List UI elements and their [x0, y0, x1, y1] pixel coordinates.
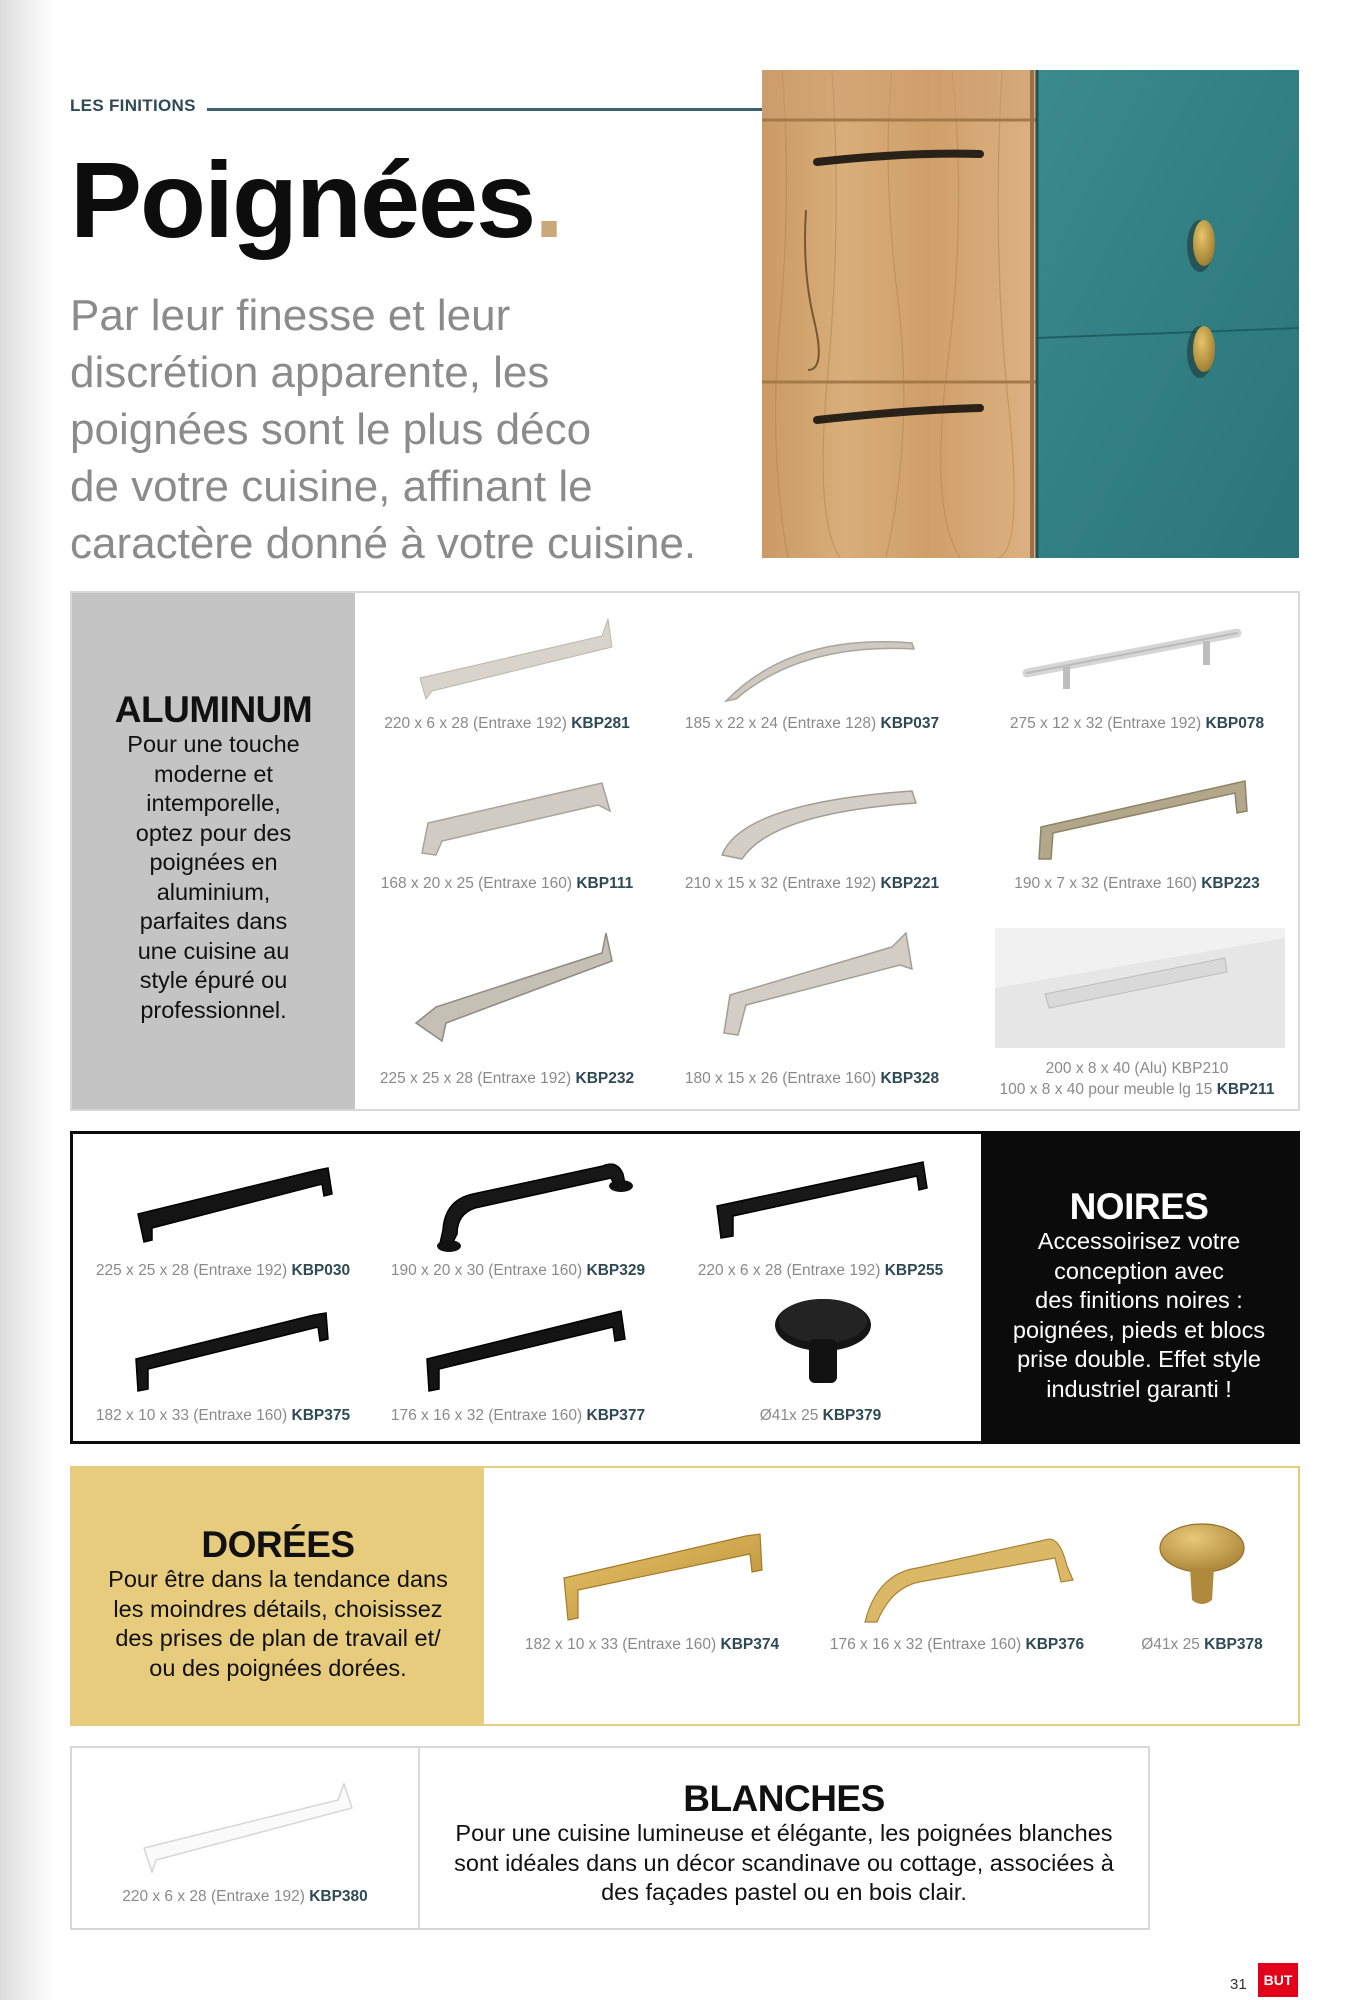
noires-text-line: industriel garanti !	[1046, 1375, 1232, 1402]
dorees-section	[70, 1466, 1300, 1726]
handle-image	[118, 1144, 348, 1254]
handle-image	[132, 1768, 372, 1878]
product-card[interactable]	[373, 1144, 663, 1284]
handle-image	[402, 923, 622, 1053]
product-ref: KBP379	[822, 1407, 882, 1424]
product-card[interactable]	[362, 923, 652, 1103]
product-card[interactable]	[78, 1289, 368, 1429]
handle-image	[1027, 763, 1257, 863]
product-ref: KBP375	[291, 1407, 351, 1424]
aluminum-section	[70, 591, 1300, 1111]
product-caption	[72, 1888, 418, 1906]
product-caption	[673, 1407, 968, 1425]
product-dims: 168 x 20 x 25 (Entraxe 160)	[380, 875, 573, 892]
handle-image	[995, 928, 1285, 1048]
aluminum-description	[72, 730, 355, 1025]
product-card[interactable]	[977, 923, 1297, 1103]
product-ref: KBP037	[880, 715, 940, 732]
product-caption	[807, 1636, 1107, 1654]
product-caption	[502, 1636, 802, 1654]
title-dot: .	[534, 139, 563, 260]
product-ref: KBP223	[1201, 875, 1260, 892]
product-dims: 220 x 6 x 28 (Entraxe 192)	[697, 1262, 881, 1279]
dorees-text-line: des prises de plan de travail et/	[115, 1625, 441, 1651]
product-caption	[1112, 1636, 1292, 1654]
product-dims: 180 x 15 x 26 (Entraxe 160)	[684, 1070, 877, 1087]
product-dims: 185 x 22 x 24 (Entraxe 128)	[684, 715, 877, 732]
section-label: LES FINITIONS	[70, 96, 196, 115]
noires-text-line: prise double. Effet style	[1017, 1346, 1261, 1372]
product-dims: 275 x 12 x 32 (Entraxe 192)	[1009, 715, 1202, 732]
intro-line: caractère donné à votre cuisine.	[70, 519, 697, 568]
product-ref: KBP374	[720, 1636, 780, 1653]
product-ref: KBP232	[575, 1070, 635, 1087]
noires-text-line: poignées, pieds et blocs	[1012, 1316, 1266, 1343]
product-card[interactable]	[662, 923, 962, 1103]
product-ref: KBP377	[586, 1407, 646, 1424]
section-divider	[207, 108, 762, 111]
product-card[interactable]	[807, 1518, 1107, 1668]
product-dims: 176 x 16 x 32 (Entraxe 160)	[390, 1407, 583, 1424]
brand-logo-text: BUT	[1263, 1972, 1293, 1988]
product-card[interactable]	[373, 1289, 663, 1429]
handle-image	[402, 763, 622, 863]
product-ref: KBP211	[1216, 1081, 1275, 1098]
product-caption	[977, 1058, 1297, 1100]
product-card[interactable]	[673, 1144, 968, 1284]
product-dims: 210 x 15 x 32 (Entraxe 192)	[684, 875, 877, 892]
product-card[interactable]	[662, 603, 962, 743]
aluminum-text-line: optez pour des	[135, 819, 292, 846]
product-ref: KBP255	[884, 1262, 944, 1279]
product-ref: KBP328	[880, 1070, 940, 1087]
intro-text	[70, 287, 770, 572]
noires-text-line: conception avec	[1054, 1257, 1224, 1284]
noires-section	[70, 1131, 1300, 1444]
product-ref: KBP281	[571, 715, 630, 732]
blanches-text-line: des façades pastel ou en bois clair.	[601, 1879, 967, 1905]
product-ref: KBP378	[1204, 1636, 1263, 1653]
aluminum-text-line: style épuré ou	[139, 967, 288, 993]
product-card[interactable]	[977, 763, 1297, 903]
blanches-description	[420, 1819, 1148, 1908]
product-dims: 176 x 16 x 32 (Entraxe 160)	[829, 1636, 1022, 1653]
product-ref: KBP078	[1205, 715, 1265, 732]
noires-heading: NOIRES	[1069, 1186, 1209, 1227]
page-spine-shadow	[0, 0, 55, 2000]
product-card[interactable]	[78, 1144, 368, 1284]
product-dims: Ø41x 25	[1141, 1636, 1200, 1653]
knob-image	[1142, 1518, 1262, 1628]
handle-image	[1007, 603, 1267, 703]
product-dims: 182 x 10 x 33 (Entraxe 160)	[95, 1407, 288, 1424]
handle-image	[403, 1144, 643, 1254]
handle-image	[703, 1144, 943, 1254]
product-ref: KBP111	[576, 875, 634, 892]
product-dims: 182 x 10 x 33 (Entraxe 160)	[524, 1636, 717, 1653]
title-text: Poignées	[70, 139, 535, 260]
brand-logo	[1258, 1963, 1298, 1997]
product-card[interactable]	[662, 763, 962, 903]
aluminum-text-line: intemporelle,	[146, 790, 281, 816]
product-caption	[373, 1262, 663, 1280]
handle-image	[403, 1289, 643, 1399]
handle-image	[542, 1518, 782, 1628]
product-caption	[78, 1407, 368, 1425]
product-caption	[362, 875, 652, 893]
product-card[interactable]	[1112, 1518, 1292, 1668]
product-dims: 225 x 25 x 28 (Entraxe 192)	[379, 1070, 572, 1087]
page-number: 31	[1230, 1976, 1247, 1993]
product-ref: KBP030	[291, 1262, 351, 1279]
product-dims: 190 x 7 x 32 (Entraxe 160)	[1014, 875, 1197, 892]
handle-image	[702, 923, 922, 1053]
handle-image	[402, 603, 622, 703]
product-caption	[977, 715, 1297, 733]
aluminum-text-line: parfaites dans	[139, 908, 288, 934]
handle-image	[118, 1289, 348, 1399]
aluminum-text-line: professionnel.	[140, 996, 287, 1023]
handle-image	[702, 603, 922, 703]
intro-line: discrétion apparente, les	[70, 348, 550, 397]
product-card[interactable]	[362, 763, 652, 903]
product-ref: KBP221	[880, 875, 940, 892]
product-ref: KBP376	[1025, 1636, 1085, 1653]
blanches-section	[418, 1746, 1150, 1930]
dorees-text-line: Pour être dans la tendance dans	[108, 1566, 448, 1592]
product-card[interactable]	[673, 1289, 968, 1429]
blanches-text-line: sont idéales dans un décor scandinave ou cottage, associées à	[454, 1849, 1114, 1876]
product-card[interactable]	[502, 1518, 802, 1668]
noires-description	[981, 1227, 1297, 1404]
blanches-product-box[interactable]	[70, 1746, 420, 1930]
product-dims: Ø41x 25	[759, 1407, 819, 1424]
product-dims: 220 x 6 x 28 (Entraxe 192)	[384, 715, 567, 732]
dorees-heading: DORÉES	[201, 1524, 355, 1565]
product-caption	[662, 715, 962, 733]
kitchen-cabinet-photo	[762, 70, 1299, 558]
product-card[interactable]	[362, 603, 652, 743]
noires-text-line: des finitions noires :	[1035, 1287, 1243, 1313]
aluminum-text-line: Pour une touche	[127, 731, 300, 757]
product-dims: 220 x 6 x 28 (Entraxe 192)	[122, 1888, 305, 1905]
product-caption	[673, 1262, 968, 1280]
product-caption	[362, 715, 652, 733]
aluminum-text-line: poignées en	[149, 849, 278, 875]
knob-image	[763, 1289, 883, 1399]
product-card[interactable]	[977, 603, 1297, 743]
intro-line: Par leur finesse et leur	[70, 291, 511, 340]
aluminum-text-line: aluminium,	[156, 878, 271, 905]
product-line-2	[977, 1079, 1297, 1100]
product-caption	[373, 1407, 663, 1425]
noires-text-line: Accessoirisez votre	[1037, 1228, 1241, 1254]
product-caption	[977, 875, 1297, 893]
product-dims: 100 x 8 x 40 pour meuble lg 15	[999, 1081, 1213, 1098]
aluminum-text-line: moderne et	[154, 760, 273, 787]
product-dims: 190 x 20 x 30 (Entraxe 160)	[390, 1262, 583, 1279]
handle-image	[702, 763, 922, 863]
blanches-text-line: Pour une cuisine lumineuse et élégante, les poignées blanches	[455, 1820, 1113, 1846]
product-ref: KBP329	[586, 1262, 646, 1279]
product-caption	[78, 1262, 368, 1280]
page-title	[70, 139, 563, 260]
dorees-text-line: les moindres détails, choisissez	[113, 1595, 443, 1622]
product-caption	[662, 1070, 962, 1088]
product-ref: KBP380	[309, 1888, 368, 1905]
dorees-text-line: ou des poignées dorées.	[149, 1654, 407, 1681]
cabinet-illustration	[762, 70, 1299, 558]
dorees-description	[72, 1565, 484, 1683]
product-caption	[362, 1070, 652, 1088]
aluminum-heading: ALUMINUM	[114, 689, 313, 730]
product-line-1: 200 x 8 x 40 (Alu) KBP210	[1045, 1060, 1229, 1077]
intro-line: poignées sont le plus déco	[70, 405, 592, 454]
handle-image	[837, 1518, 1087, 1628]
product-dims: 225 x 25 x 28 (Entraxe 192)	[95, 1262, 288, 1279]
aluminum-text-line: une cuisine au	[137, 937, 290, 964]
blanches-heading: BLANCHES	[683, 1778, 885, 1819]
product-caption	[662, 875, 962, 893]
intro-line: de votre cuisine, affinant le	[70, 462, 593, 511]
